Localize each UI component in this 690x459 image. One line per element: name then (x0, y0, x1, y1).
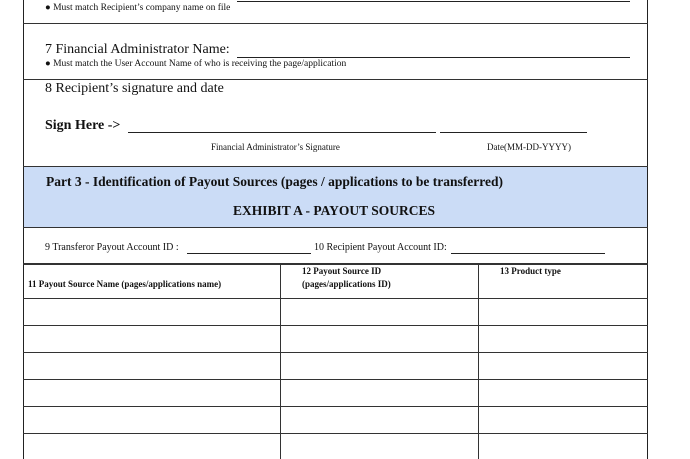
table-col-divider-2 (478, 263, 479, 459)
table-row (23, 325, 648, 326)
transferor-id-field[interactable] (187, 253, 311, 254)
col-payout-source-id-line1: 12 Payout Source ID (302, 266, 382, 276)
table-col-divider-1 (280, 263, 281, 459)
table-row (23, 379, 648, 380)
sign-here-label: Sign Here -> (45, 118, 121, 133)
recipient-id-label: 10 Recipient Payout Account ID: (314, 242, 447, 253)
signature-caption: Financial Administrator’s Signature (211, 142, 340, 152)
col-payout-source-id-line2: (pages/applications ID) (302, 279, 391, 289)
financial-admin-name-field[interactable] (237, 57, 630, 58)
date-field[interactable] (440, 132, 587, 133)
recipient-id-field[interactable] (451, 253, 605, 254)
signature-field[interactable] (128, 132, 436, 133)
exhibit-title: EXHIBIT A - PAYOUT SOURCES (233, 203, 436, 218)
financial-admin-label: 7 Financial Administrator Name: (45, 42, 230, 57)
date-caption: Date(MM-DD-YYYY) (487, 142, 571, 152)
divider-6-7 (23, 23, 648, 24)
part3-title: Part 3 - Identification of Payout Sources (pages / applications to be transferred) (46, 174, 503, 189)
table-row (23, 433, 648, 434)
table-cell-source-name[interactable] (24, 299, 279, 324)
col-payout-source-name: 11 Payout Source Name (pages/applications name) (28, 279, 222, 289)
company-name-note: ● Must match Recipient’s company name on file (45, 3, 231, 13)
col-product-type: 13 Product type (500, 266, 561, 276)
transferor-id-label: 9 Transferor Payout Account ID : (45, 242, 179, 253)
financial-admin-note: ● Must match the User Account Name of who is receiving the page/application (45, 59, 347, 69)
recipient-signature-label: 8 Recipient’s signature and date (45, 81, 224, 96)
table-row (23, 352, 648, 353)
table-cell-product-type[interactable] (479, 299, 647, 324)
divider-7-8 (23, 79, 648, 80)
company-name-underline (237, 1, 630, 2)
table-top-border (23, 263, 648, 265)
table-row (23, 406, 648, 407)
table-cell-source-id[interactable] (281, 299, 477, 324)
divider-band-ids (23, 227, 648, 228)
